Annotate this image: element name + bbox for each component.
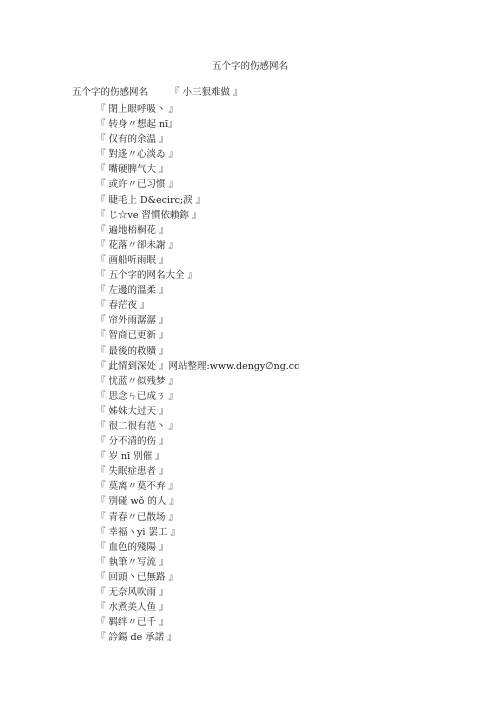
nickname-item: 『 莫离〃莫不弃 』	[96, 481, 179, 493]
nickname-item: 『 姊妹大过天 』	[96, 405, 169, 417]
nickname-item: 『 閉上眼呼吸丶 』	[96, 104, 179, 115]
nickname-item: 『 嘴硬脾气大 』	[96, 164, 169, 176]
nickname-item: 『 帘外雨潺潺 』	[96, 315, 169, 327]
nickname-item: 『 回頭丶已無路 』	[96, 571, 179, 583]
nickname-item: 『 或许〃已习惯 』	[96, 179, 179, 191]
nickname-item: 『 血色的殘陽 』	[96, 541, 169, 553]
nickname-item: 『 此情到深处 』网站整理:www.dengy∅ng.cc	[96, 360, 300, 372]
nickname-item: 『 羁绊〃已千 』	[96, 617, 169, 629]
list-heading-label: 五个字的伤感网名	[72, 87, 149, 98]
list-heading	[72, 87, 243, 99]
nickname-item: 『 仅有的余温 』	[96, 134, 169, 146]
nickname-item: 『 執筆〃写流 』	[96, 556, 169, 568]
nickname-item: 『 忧蓝〃似残梦 』	[96, 375, 179, 387]
nickname-item: 『 分不清的伤 』	[96, 436, 169, 448]
nickname-item: 『 无奈风吹雨 』	[96, 587, 169, 598]
nickname-item: 『 智商已更新 』	[96, 330, 169, 342]
nickname-item: 『 遍地梧桐花 』	[96, 224, 169, 236]
list-heading-item: 『 小三狠难做 』	[170, 87, 243, 98]
nickname-item: 『 青春〃已散场 』	[96, 511, 179, 523]
nickname-item: 『 春茫夜 』	[96, 300, 150, 312]
nickname-item: 『 五个字的网名大全 』	[96, 270, 198, 282]
nickname-item: 『 對迻〃心淡ゐ 』	[96, 149, 179, 161]
nickname-item: 『 最後的救贖 』	[96, 345, 169, 357]
nickname-item: 『 画船听雨眠 』	[96, 254, 169, 266]
document-title: 五个字的伤感网名	[211, 61, 288, 72]
nickname-item: 『 じ☆ve 習慣依賴鉨 』	[96, 209, 202, 221]
nickname-item: 『 转身〃想起 nī』	[96, 119, 178, 131]
nickname-item: 『 別碰 wǒ 的人 』	[96, 496, 179, 508]
nickname-item: 『 水煮美人鱼 』	[96, 602, 169, 614]
nickname-item: 『 花落〃卻未謝 』	[96, 239, 179, 251]
nickname-list	[96, 102, 299, 645]
nickname-item: 『 失眠症患者 』	[96, 466, 169, 478]
nickname-item: 『 幸福ヽyi 罢工 』	[96, 526, 180, 538]
nickname-item: 『 訡鍚 de 承諾 』	[96, 632, 177, 644]
nickname-item: 『 左邊的溫柔 』	[96, 285, 169, 297]
nickname-item: 『 睫毛上 D&ecirc;淚 』	[96, 194, 206, 206]
nickname-item: 『 很二很有范丶 』	[96, 420, 179, 432]
nickname-item: 『 思念ㄣ已成ㄋ 』	[96, 390, 179, 402]
nickname-item: 『 岁 nī 别催 』	[96, 451, 165, 463]
